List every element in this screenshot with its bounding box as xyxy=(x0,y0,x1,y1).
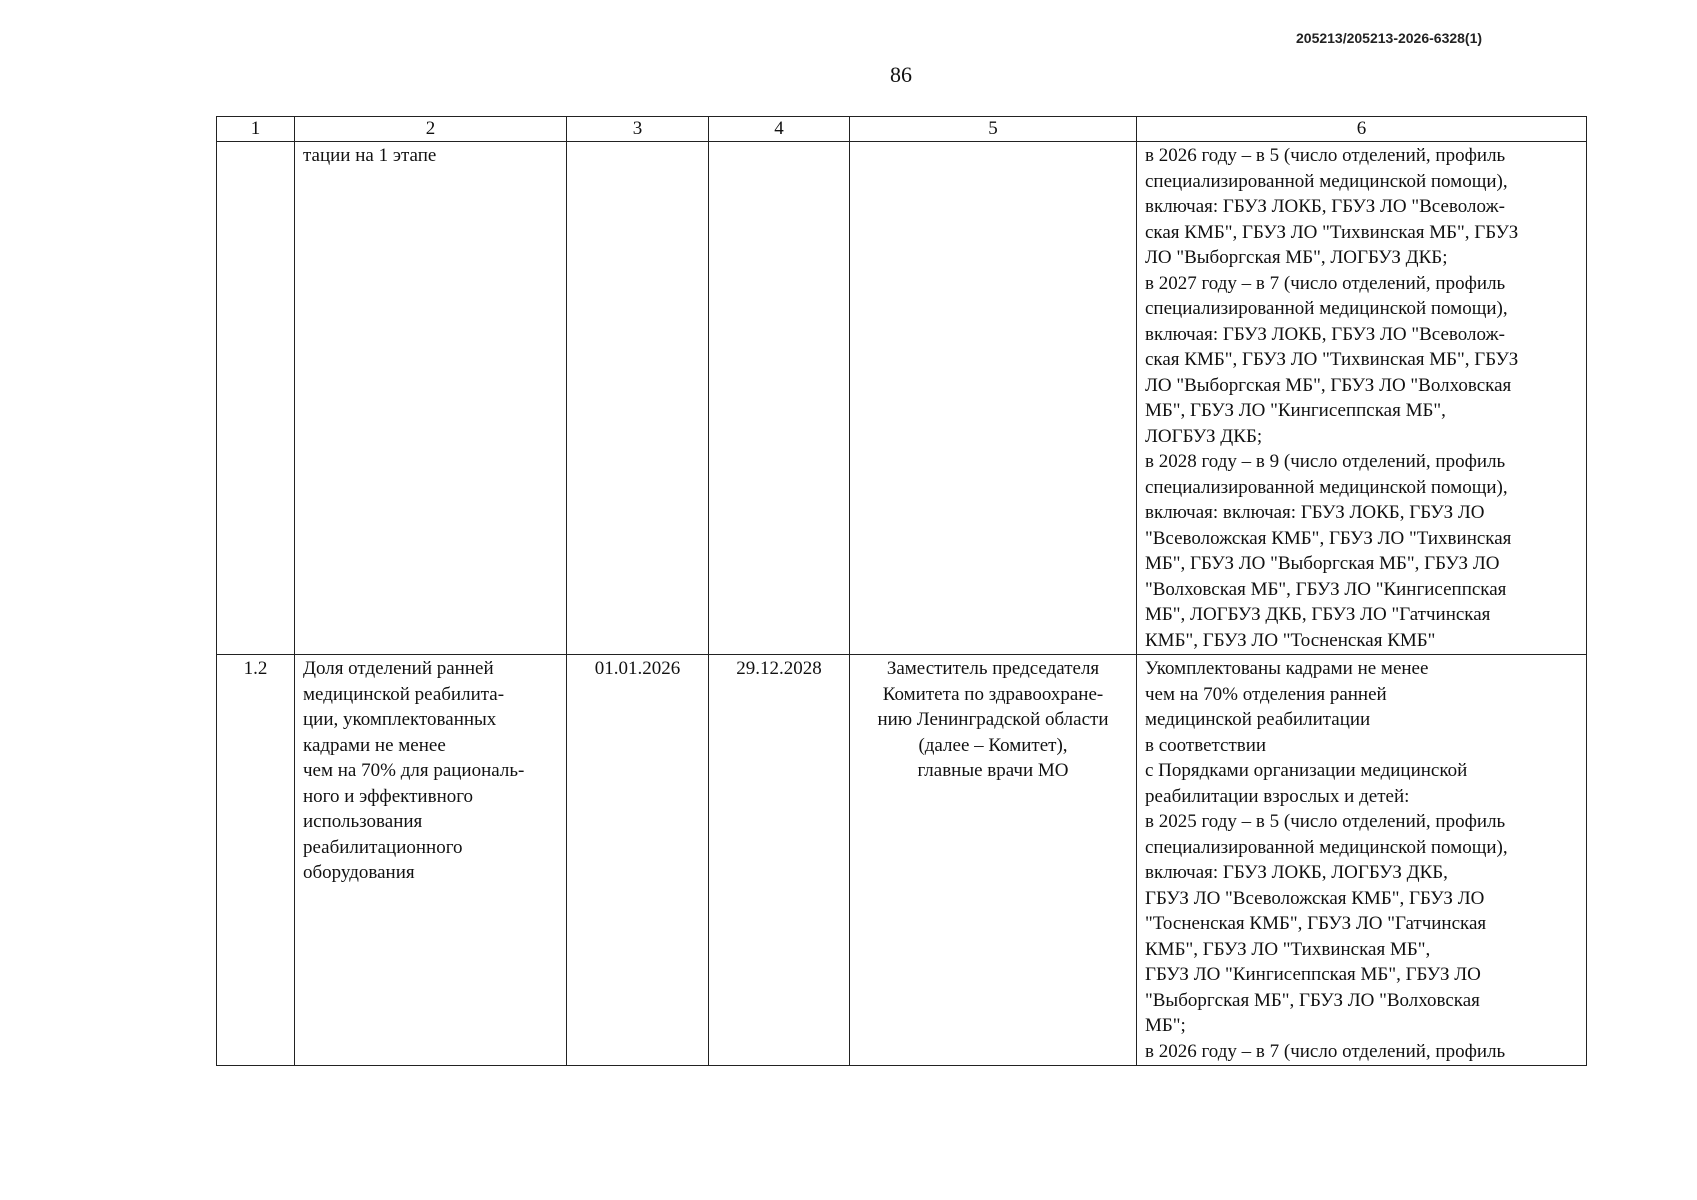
cell-text-line: с Порядками организации медицинской xyxy=(1145,760,1468,781)
cell-text-line: Доля отделений ранней xyxy=(303,658,494,679)
cell-text-line: кадрами не менее xyxy=(303,734,446,756)
cell-text-line: "Волховская МБ", ГБУЗ ЛО "Кингисеппская xyxy=(1145,578,1507,600)
cell-text-line: в 2028 году – в 9 (число отделений, профиль xyxy=(1145,451,1506,472)
cell-text-line: реабилитационного xyxy=(303,836,463,858)
cell-text-line: Заместитель председателя xyxy=(886,658,1100,679)
cell-text-line: специализированной медицинской помощи), xyxy=(1145,170,1508,192)
document-code: 205213/205213-2026-6328(1) xyxy=(1296,30,1483,46)
cell-text-line: чем на 70% отделения ранней xyxy=(1145,683,1387,705)
cell-text-line: нию Ленинградской области xyxy=(877,709,1109,730)
cell-text-line: реабилитации взрослых и детей: xyxy=(1145,785,1410,807)
table-row xyxy=(217,655,1587,1066)
cell-text-line: (далее – Комитет), xyxy=(918,734,1068,756)
row2-start-date-cell: 01.01.2026 xyxy=(567,655,709,1066)
cell-text-line: ного и эффективного xyxy=(303,785,474,807)
cell-text-line: медицинской реабилитации xyxy=(1145,709,1371,730)
cell-text-line: ции, укомплектованных xyxy=(303,709,497,730)
cell-text-line: главные врачи МО xyxy=(917,760,1069,781)
page-number: 86 xyxy=(890,62,912,87)
row1-number-cell xyxy=(217,142,295,655)
cell-text-line: ская КМБ", ГБУЗ ЛО "Тихвинская МБ", ГБУЗ xyxy=(1145,221,1519,243)
cell-text-line: МБ", ГБУЗ ЛО "Выборгская МБ", ГБУЗ ЛО xyxy=(1145,553,1500,574)
cell-text-line: ГБУЗ ЛО "Кингисеппская МБ", ГБУЗ ЛО xyxy=(1145,964,1481,985)
plan-table xyxy=(216,116,1587,1066)
table-header-row xyxy=(217,117,1587,142)
cell-text-line: в 2026 году – в 7 (число отделений, профиль xyxy=(1145,1040,1506,1062)
cell-text-line: в соответствии xyxy=(1145,734,1267,756)
table-row xyxy=(217,142,1587,655)
row2-result-cell xyxy=(1137,655,1587,1066)
cell-text-line: МБ", ГБУЗ ЛО "Кингисеппская МБ", xyxy=(1145,400,1446,421)
cell-text-line: ская КМБ", ГБУЗ ЛО "Тихвинская МБ", ГБУЗ xyxy=(1145,349,1519,370)
row2-end-date-cell: 29.12.2028 xyxy=(709,655,850,1066)
cell-text-line: тации на 1 этапе xyxy=(303,145,437,166)
cell-text-line: специализированной медицинской помощи), xyxy=(1145,476,1508,498)
cell-text-line: Укомплектованы кадрами не менее xyxy=(1145,658,1429,679)
row2-responsible-cell xyxy=(850,655,1137,1066)
cell-text-line: "Всеволожская КМБ", ГБУЗ ЛО "Тихвинская xyxy=(1145,527,1512,549)
cell-text-line: КМБ", ГБУЗ ЛО "Тихвинская МБ", xyxy=(1145,938,1431,960)
header-cell-5: 5 xyxy=(850,117,1137,142)
cell-text-line: Комитета по здравоохране- xyxy=(882,683,1104,705)
row1-name-cell xyxy=(295,142,567,655)
header-cell-1: 1 xyxy=(217,117,295,142)
cell-text-line: специализированной медицинской помощи), xyxy=(1145,836,1508,858)
cell-text-line: медицинской реабилита- xyxy=(303,683,505,705)
row2-number-cell: 1.2 xyxy=(217,655,295,1066)
row1-result-cell xyxy=(1137,142,1587,655)
row1-responsible-cell xyxy=(850,142,1137,655)
cell-text-line: "Тосненская КМБ", ГБУЗ ЛО "Гатчинская xyxy=(1145,913,1487,934)
cell-text-line: включая: включая: ГБУЗ ЛОКБ, ГБУЗ ЛО xyxy=(1145,502,1485,523)
cell-text-line: включая: ГБУЗ ЛОКБ, ГБУЗ ЛО "Всеволож- xyxy=(1145,323,1505,345)
cell-text-line: в 2027 году – в 7 (число отделений, профиль xyxy=(1145,272,1506,294)
header-cell-3: 3 xyxy=(567,117,709,142)
cell-text-line: ЛО "Выборгская МБ", ЛОГБУЗ ДКБ; xyxy=(1145,247,1448,268)
cell-text-line: МБ"; xyxy=(1145,1015,1186,1036)
row1-end-date-cell xyxy=(709,142,850,655)
cell-text-line: КМБ", ГБУЗ ЛО "Тосненская КМБ" xyxy=(1145,629,1436,651)
row1-start-date-cell xyxy=(567,142,709,655)
cell-text-line: чем на 70% для рациональ- xyxy=(303,760,525,781)
cell-text-line: включая: ГБУЗ ЛОКБ, ЛОГБУЗ ДКБ, xyxy=(1145,862,1448,883)
cell-text-line: ЛОГБУЗ ДКБ; xyxy=(1145,425,1263,447)
cell-text-line: ГБУЗ ЛО "Всеволожская КМБ", ГБУЗ ЛО xyxy=(1145,887,1485,909)
cell-text-line: МБ", ЛОГБУЗ ДКБ, ГБУЗ ЛО "Гатчинская xyxy=(1145,604,1491,625)
cell-text-line: специализированной медицинской помощи), xyxy=(1145,298,1508,319)
cell-text-line: включая: ГБУЗ ЛОКБ, ГБУЗ ЛО "Всеволож- xyxy=(1145,196,1505,217)
header-cell-2: 2 xyxy=(295,117,567,142)
cell-text-line: "Выборгская МБ", ГБУЗ ЛО "Волховская xyxy=(1145,989,1480,1011)
cell-text-line: в 2025 году – в 5 (число отделений, профиль xyxy=(1145,811,1506,832)
row2-name-cell xyxy=(295,655,567,1066)
header-cell-4: 4 xyxy=(709,117,850,142)
header-cell-6: 6 xyxy=(1137,117,1587,142)
cell-text-line: оборудования xyxy=(303,862,415,883)
cell-text-line: в 2026 году – в 5 (число отделений, профиль xyxy=(1145,145,1506,166)
cell-text-line: ЛО "Выборгская МБ", ГБУЗ ЛО "Волховская xyxy=(1145,374,1512,396)
cell-text-line: использования xyxy=(303,811,423,832)
